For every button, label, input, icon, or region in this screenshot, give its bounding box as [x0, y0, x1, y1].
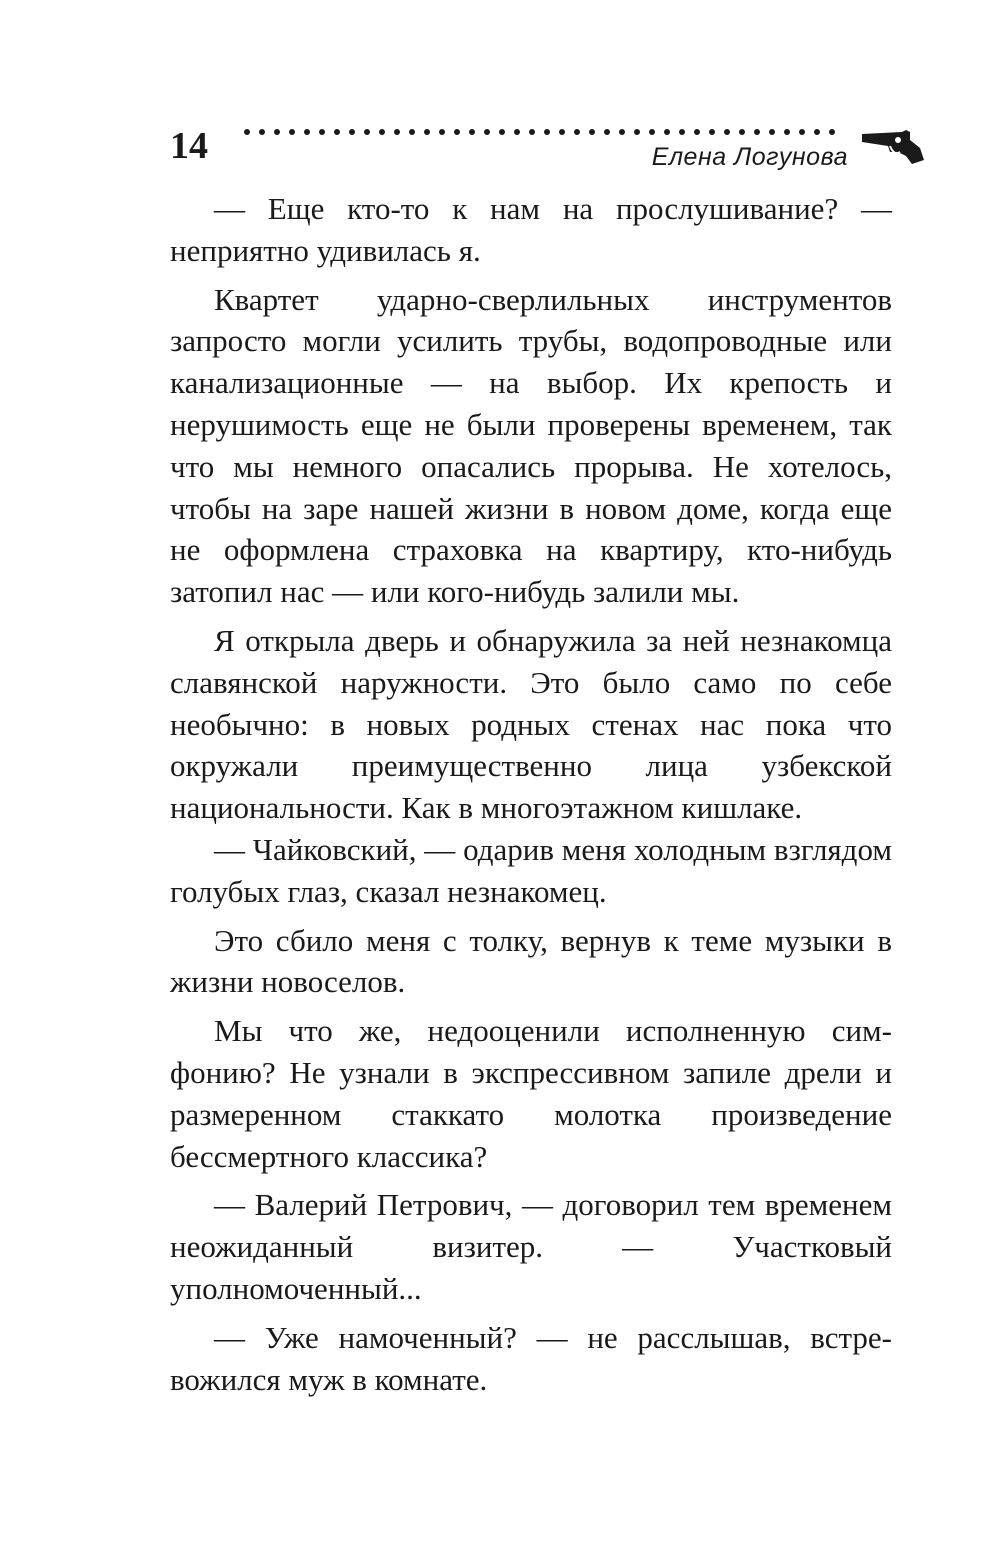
- paragraph: — Еще кто-то к нам на прослушивание? — неприятно удивилась я.: [170, 191, 892, 268]
- paragraph: Мы что же, недооценили исполненную симфонию? Не узнали в экспрессивном запиле дрели и размеренном стаккато молотка произведение бессмертного классика?: [170, 1013, 892, 1174]
- dotted-rule: [243, 124, 843, 140]
- paragraph: Квартет ударно-сверлильных инструментов запросто могли усилить трубы, водопроводные или канализационные — на выбор. Их крепость и нерушимость еще не были проверены временем, так что мы немного опасались прорыва. Не хотелось, чтобы на заре нашей жизни в новом доме, когда еще не оформлена страховка на квартиру, кто-нибудь затопил нас — или кого-нибудь залили мы.: [170, 281, 892, 610]
- paragraph: — Валерий Петрович, — договорил тем временем неожиданный визитер. — Участковый уполномоченный...: [170, 1187, 892, 1306]
- paragraph: Я открыла дверь и обнаружила за ней незнакомца славянской наружности. Это было само по себе необычно: в новых родных стенах нас пока что окружали преимущественно лица узбекской национальности. Как в многоэтажном кишлаке.: [170, 622, 892, 826]
- paragraph: — Чайковский, — одарив меня холодным взглядом голубых глаз, сказал незнакомец.: [170, 831, 892, 909]
- body-text: [170, 188, 892, 1400]
- page-number: 14: [170, 125, 208, 167]
- paragraph: — Уже намоченный? — не расслышав, встревожился муж в комнате.: [170, 1319, 892, 1397]
- revolver-icon: [860, 126, 924, 166]
- running-head: Елена Логунова: [651, 143, 848, 171]
- paragraph: Это сбило меня с толку, вернув к теме музыки в жизни новоселов.: [170, 922, 892, 1000]
